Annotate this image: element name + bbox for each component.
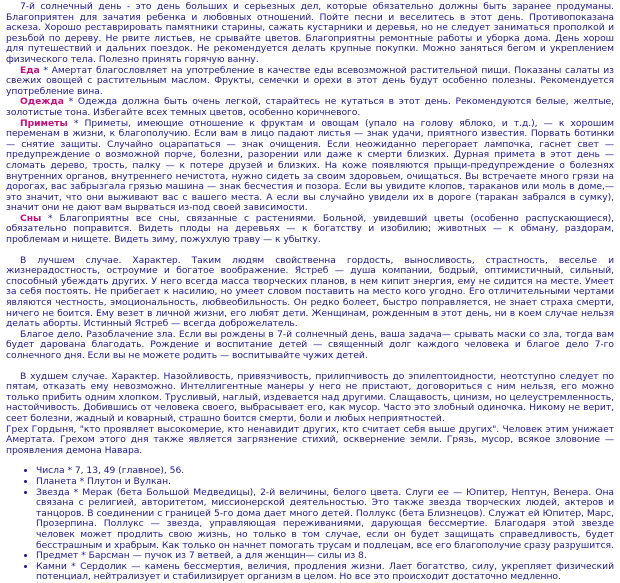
- intro-paragraph: 7-й солнечный день - это день больших и серьезных дел, которые обязательно должны быть заранее продуманы. Благоприятен для зачатия ребенка и любовных отношений. Пойте песни и веселитесь в этот день. Противопоказана аскеза. Хорошо реставрировать памятники старины, сажать кустарники и деревья, но не следует заниматься прополкой и резьбой по дереву. Не рвите листьев, не срывайте цветов. Благоприятны ремонтные работы и уборка дома. День хорош для путешествий и дальних поездок. Не рекомендуется делать крупные покупки. Можно заняться бегом и укреплением физического тела. Полезно принять горячую ванну.: [6, 1, 614, 65]
- facts-list: [6, 466, 614, 583]
- clothing-label: Одежда: [20, 96, 64, 108]
- omens-section: [6, 119, 614, 214]
- list-item: • Звезда * Мерак (бета Большой Медведицы), 2-й величины, белого цвета. Слуги ее — Юпитер, Нептун, Венера. Она связана с религией, авторитетом, миссионерской деятельностью. Это также звезда творческих людей, актеров и танцоров. В соединении с границей 5-го дома дает много детей. Поллукс (бета Близнецов). Служат ей Юпитер, Марс, Прозерпина. Поллукс — звезда, управляющая переживаниями, дарующая бессмертие. Благодаря этой звезде человек может продлить свою жизнь, но только в том случае, если он будет защищать справедливость, будет бесстрашным и храбрым. Как только он начнет помогать трусам и подлецам, все его благополучие сразу разрушится.: [36, 488, 614, 552]
- good-deed-paragraph: Благое дело. Разоблачение зла. Если вы рождены в 7-й солнечный день, ваша задача— срывать маски со зла, тогда вам будет дарована благодать. Рождение и воспитание детей — священный долг каждого человека и благое дело 7-го солнечного дня. Если вы не можете родить — воспитывайте чужих детей.: [6, 328, 614, 361]
- dreams-text: * Благоприятны все сны, связанные с растениями. Больной, увидевший цветы (особенно распускающиеся), обязательно поправится. Видеть плоды на деревьях — к богатству и изобилию; животных — к обману, раздорам, проблемам и нищете. Видеть зиму, пожухлую траву — к убытку.: [6, 212, 614, 246]
- food-label: Еда: [20, 64, 40, 76]
- dreams-section: [6, 214, 614, 246]
- food-text: * Амертат благословляет на употребление в качестве еды всевозможной растительной пищи. Показаны салаты из свежих овощей с растительным маслом. Фрукты, семечки и орехи в этот день будут особенно полезны. Рекомендуется употребление вина.: [6, 64, 614, 97]
- omens-label: Приметы: [20, 117, 68, 129]
- clothing-text: * Одежда должна быть очень легкой, старайтесь не кутаться в этот день. Рекомендуются белые, желтые, золотистые тона. Избегайте всех темных цветов, особенно коричневого.: [6, 96, 614, 118]
- worst-case-paragraph: В худшем случае. Характер. Назойливость, привязчивость, прилипчивость до эпилептоидности, неотступно следует по пятам, отказать ему невозможно. Интеллигентные манеры у него не пристают, договориться с ним нельзя, его можно только прибить одним хлопком. Трусливый, наглый, издевается над другими. Слащавость, цинизм, но целеустремленность, настойчивость. Добившись от человека своего, выбрасывает его, как мусор. Часто это злобный одиночка. Никому не верит, сеет болезни, жадный и коварный, страшно боится смерти, боли и любых неприятностей.: [6, 370, 614, 424]
- best-case-paragraph: В лучшем случае. Характер. Таким людям свойственна гордость, выносливость, страстность, веселье и жизнерадостность, остроумие и богатое воображение. Ястреб — душа компании, бодрый, оптимистичный, сильный, способный убеждать других. У него всегда масса творческих планов, в нем кипит энергия, ему не сидится на месте. Умеет за себя постоять. Не прибегает к насилию, но умеет словом поставить на место кого угодно. Его отличительными чертами являются честность, эмоциональность, любвеобильность. Он редко болеет, быстро поправляется, не знает страха смерти, ничего не боится. Ему везет в личной жизни, его любят дети. Женщинам, рожденным в этот день, ни в коем случае нельзя делать аборты. Истинный Ястреб — всегда доброжелатель.: [6, 254, 614, 330]
- list-item: • Планета * Плутон и Вулкан.: [36, 477, 614, 488]
- clothing-section: [6, 97, 614, 118]
- food-section: [6, 66, 614, 98]
- list-item: • Камни * Сердолик — камень бессмертия, величия, продления жизни. Лает богатство, силу, укрепляет физический потенциал, нейтрализует и стабилизирует организм в целом. Но все это происходит достаточно медленно.: [36, 562, 614, 583]
- list-item: • Числа * 7, 13, 49 (главное), 56.: [36, 466, 614, 477]
- omens-text: * Приметы, имеющие отношение к фруктам и овощам (упало на голову яблоко, и т.д.), — к хорошим переменам в жизни, к благополучию. Если вам в лицо падают листья — знак удачи, приятного известия. Порвать ботинки — снятие защиты. Случайно оцарапаться — знак очищения. Если неожиданно перегорает лампочка, гаснет свет — предупреждение о возможной порче, болезни, разорении или даже к смерти близких. Дурная примета в этот день — сломать дерево, трость, палку — к потере друзей и близких. На коже появляются прыщи-предупреждение о болезнях внутренних органов, внутреннего нечистота, нужно сидеть за своим здоровьем, очищаться. Вы встречаете много грязи на дорогах, вас забрызгала грязью машина — знак бесчестия и позора. Если вы увидите клопов, тараканов или моль в доме,— это значит, что они выживают вас с вашего места. А если вы случайно увидели их в дороге (таракан забрался в сумку), значит они не дают вам вырваться из-под своей зависимости.: [6, 117, 614, 214]
- dreams-label: Сны: [20, 212, 42, 224]
- list-item: • Предмет * Барсман — пучок из 7 ветвей, а для женщин— силы из 8.: [36, 551, 614, 562]
- sin-paragraph: Грех Гордыня, "кто проявляет высокомерие, кто ненавидит других, кто считает себя выше других". Человек этим унижает Амертата. Грехом этого дня также является загрязнение стихий, осквернение земли. Грязь, мусор, всякое зловоние — проявления демона Навара.: [6, 423, 614, 456]
